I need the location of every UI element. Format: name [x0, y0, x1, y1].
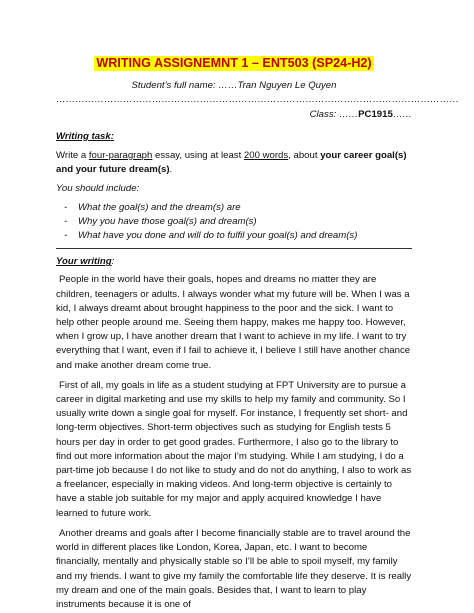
task-text-7: .: [169, 164, 173, 176]
class-value: PC1915: [358, 108, 393, 120]
task-text-four-paragraph: four-paragraph: [88, 150, 153, 162]
task-text-word-count: 200 words: [243, 150, 289, 162]
include-list: [56, 201, 412, 244]
your-writing-heading: [56, 255, 412, 269]
list-item: [56, 229, 412, 243]
student-name-label: Student’s full name: ……: [131, 80, 238, 92]
list-item-text: What have you done and will do to fulfil your goal(s) and dream(s): [78, 230, 358, 242]
writing-task-heading: [56, 130, 412, 144]
essay-paragraph: People in the world have their goals, hopes and dreams no matter they are children, teenagers or adults. I always wonder what my future will be. When I was a kid, I always dreamt about brought happiness to the poor and the sick. I want to help other people around me. Seeing them happy, makes me happy too. However, when I grow up, I have another dream that I want to achieve in my life. I want to try everything that I want, even if I fail to achieve it, I believe I still have another chance and make another dream come true.: [56, 274, 411, 371]
task-text-5: , about: [288, 150, 321, 162]
class-tail: ……: [392, 108, 412, 120]
task-description: [56, 149, 412, 177]
list-item: [56, 215, 412, 229]
bullet-dash: -: [64, 201, 68, 213]
task-text-topic: your career goal(s) and your future dream(s): [56, 150, 407, 176]
your-writing-label: Your writing: [56, 256, 112, 268]
essay-paragraph: Another dreams and goals after I become financially stable are to travel around the world in different places like London, Korea, Japan, etc. I want to become financially, mentally and physically stable so I’ll be able to spoil myself, my family and my friends. I want to give my family the comfortable life they deserve. It is really my dream and one of the main goals. Besides that, I want to learn to play instruments because it is one of: [56, 527, 412, 610]
your-writing-colon: :: [111, 256, 115, 268]
class-line: [56, 93, 459, 121]
title-container: [56, 56, 412, 72]
task-text-3: essay, using at least: [152, 150, 244, 162]
task-text-1: Write a: [56, 150, 89, 162]
writing-task-label: Writing task: [56, 130, 111, 142]
student-name-value: Tran Nguyen Le Quyen: [237, 80, 337, 92]
essay-paragraph: First of all, my goals in life as a student studying at FPT University are to pursue a career in digital marketing and use my skills to help my family and community. So I usually write down a single goal for myself. For instance, I frequently set short- and long-term objectives. Short-term objectives such as studying for English tests 5 hours per day in order to get good grades. Furthermore, I also go to the library to find out more information about the major I’m studying. While I am studying, I do a part-time job because I do not like to study and do not do anything, I also to work as a freelancer, especially in making videos. And long-term objective is certainly to have a stable job suitable for my major and apply acquired knowledge I have learned to future work.: [56, 379, 412, 519]
writing-task-colon: :: [110, 130, 114, 142]
section-divider: [56, 248, 412, 249]
list-item: [56, 201, 412, 215]
bullet-dash: -: [64, 215, 68, 227]
list-item-text: What the goal(s) and the dream(s) are: [78, 201, 241, 213]
student-name-line: [56, 79, 412, 93]
class-label: ………………………………………………………………………………………………………………Class: ……: [56, 94, 459, 120]
list-item-text: Why you have those goal(s) and dream(s): [78, 215, 257, 227]
bullet-dash: -: [64, 230, 68, 242]
include-label: You should include:: [56, 183, 140, 195]
assignment-title: WRITING ASSIGNEMNT 1 – ENT503 (SP24-H2): [96, 56, 372, 70]
